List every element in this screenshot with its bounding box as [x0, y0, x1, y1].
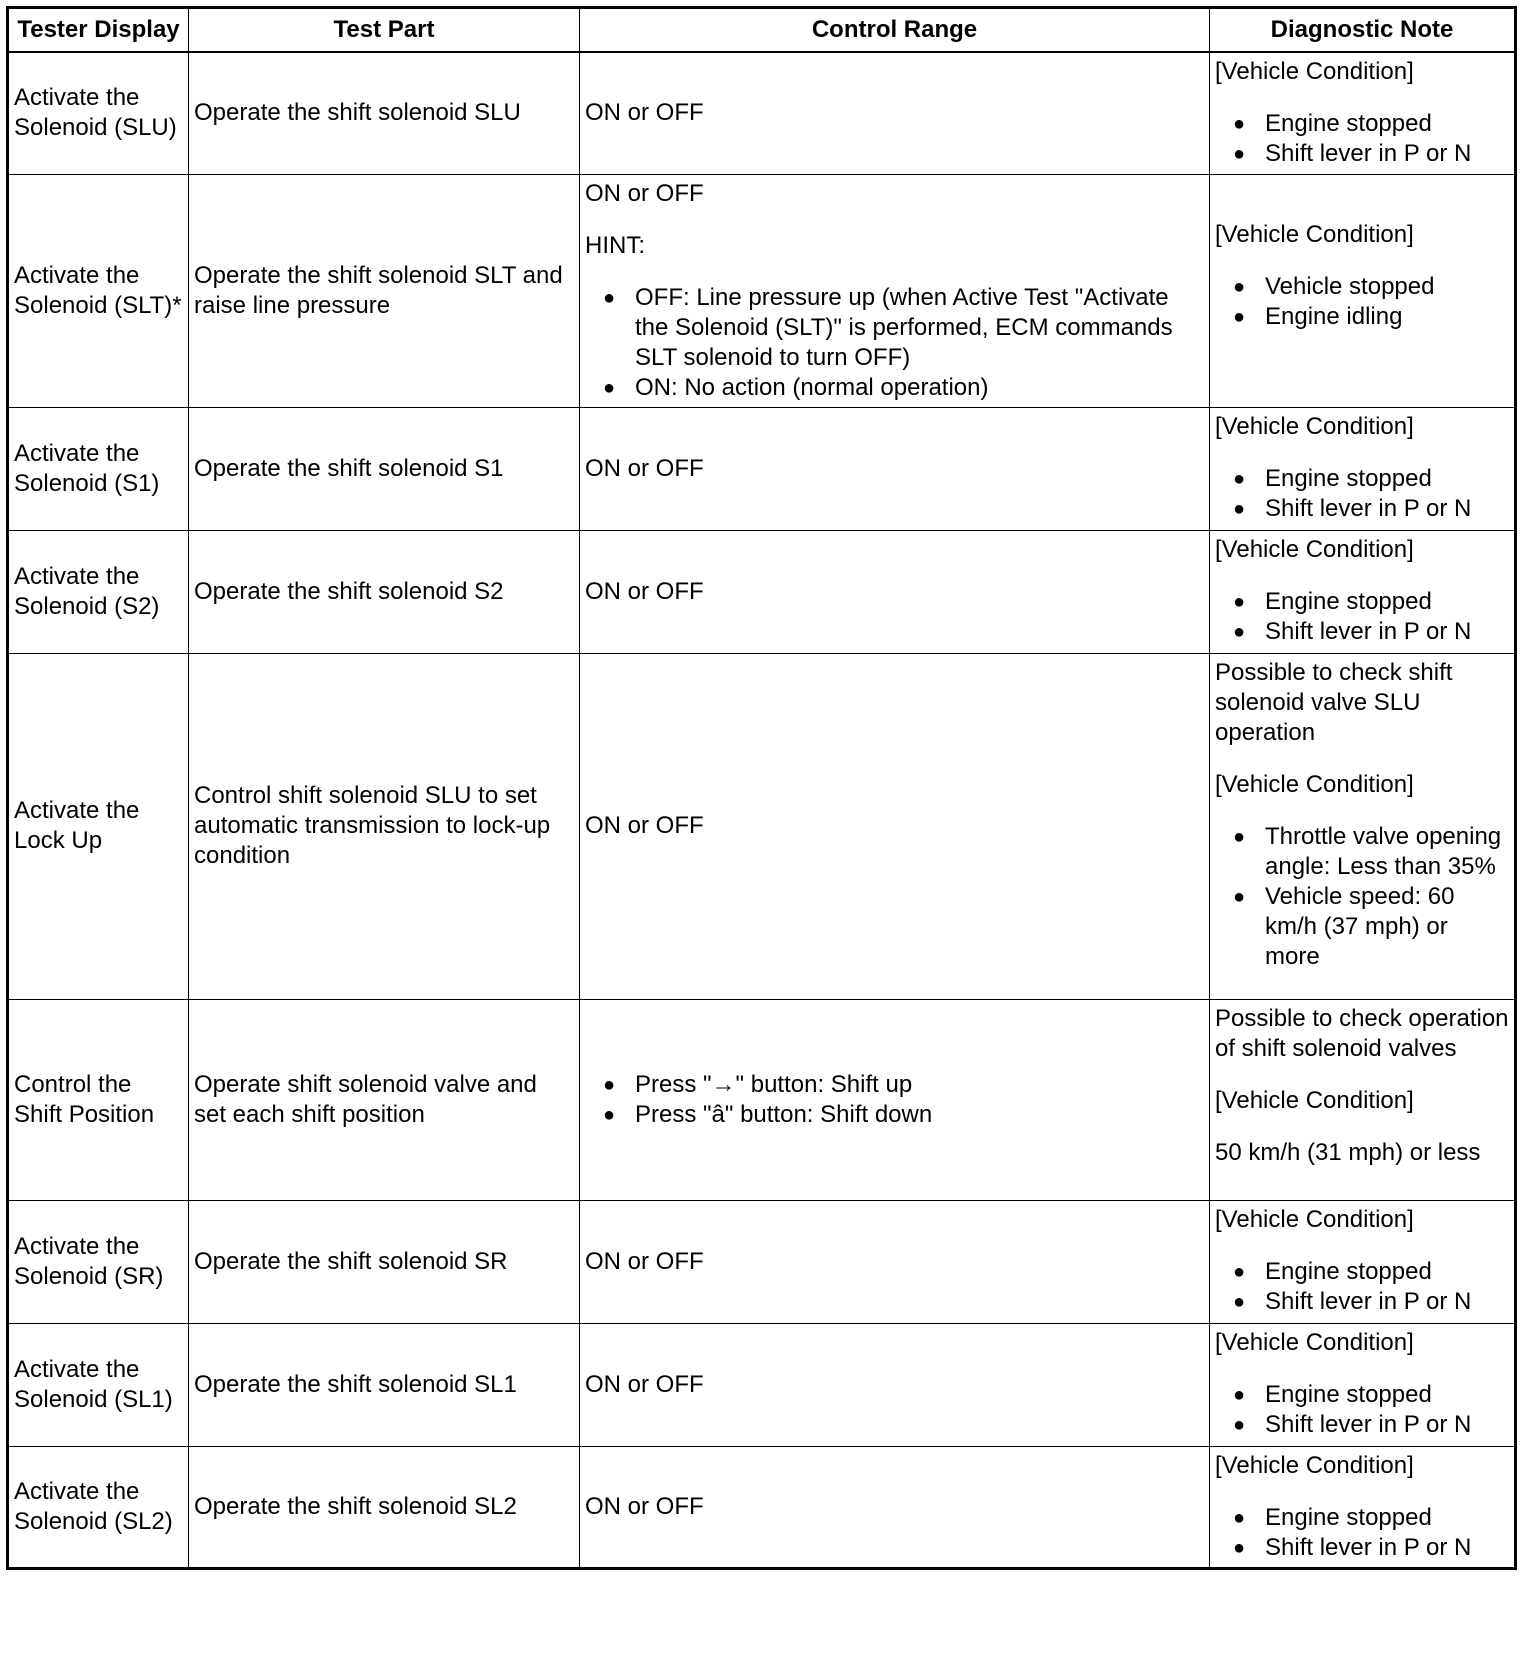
test-part-cell: Operate the shift solenoid S2: [189, 530, 580, 653]
test-part-cell: Operate the shift solenoid S1: [189, 407, 580, 530]
diagnostic-note-cell: [1210, 1200, 1516, 1323]
list-item: ● Vehicle stopped: [1215, 272, 1509, 302]
condition-list: [1215, 272, 1509, 332]
list-item: ● ON: No action (normal operation): [585, 373, 1204, 403]
diagnostic-note-cell: [1210, 653, 1516, 999]
document: [6, 6, 1517, 1570]
list-item: ● Shift lever in P or N: [1215, 1533, 1509, 1563]
list-item: ● OFF: Line pressure up (when Active Test "Activate the Solenoid (SLT)" is performed, ECM commands SLT solenoid to turn OFF): [585, 283, 1204, 373]
header-test-part: Test Part: [189, 8, 580, 53]
list-item: ● Throttle valve opening angle: Less than 35%: [1215, 822, 1509, 882]
condition-list: [1215, 587, 1509, 647]
hint-label: HINT:: [585, 231, 645, 259]
header-row: [8, 8, 1516, 53]
list-item: ● Shift lever in P or N: [1215, 139, 1509, 169]
vehicle-condition-label: [Vehicle Condition]: [1215, 58, 1414, 85]
control-range-cell: ON or OFF: [580, 1200, 1210, 1323]
diagnostic-note-cell: [1210, 1446, 1516, 1568]
list-item: ● Engine stopped: [1215, 587, 1509, 617]
list-item: ● Engine stopped: [1215, 464, 1509, 494]
list-item: ● Engine idling: [1215, 302, 1509, 332]
table-row: [8, 530, 1516, 653]
list-item: ● Shift lever in P or N: [1215, 494, 1509, 524]
control-range-cell: ON or OFF: [580, 1446, 1210, 1568]
list-item: ● Engine stopped: [1215, 1380, 1509, 1410]
table-row: [8, 1323, 1516, 1446]
list-item: ● Engine stopped: [1215, 1257, 1509, 1287]
active-test-table: [6, 6, 1517, 1570]
control-range-cell: ON or OFF: [580, 52, 1210, 174]
tester-display-cell: Activate the Solenoid (S2): [8, 530, 189, 653]
test-part-cell: Operate the shift solenoid SR: [189, 1200, 580, 1323]
vehicle-condition-label: [Vehicle Condition]: [1215, 220, 1414, 248]
test-part-cell: Operate shift solenoid valve and set each shift position: [189, 999, 580, 1200]
list-item: ● Press "→" button: Shift up: [585, 1070, 1204, 1100]
list-item: ● Press "â" button: Shift down: [585, 1100, 1204, 1130]
test-part-cell: Operate the shift solenoid SL2: [189, 1446, 580, 1568]
tester-display-cell: Activate the Solenoid (SLT)*: [8, 174, 189, 407]
table-row: [8, 999, 1516, 1200]
control-range-cell: ON or OFF: [580, 653, 1210, 999]
list-item: ● Shift lever in P or N: [1215, 1287, 1509, 1317]
hint-list: [585, 283, 1204, 403]
vehicle-condition-label: [Vehicle Condition]: [1215, 1328, 1414, 1356]
list-item: ● Engine stopped: [1215, 109, 1509, 139]
control-range-cell: ON or OFF: [580, 1323, 1210, 1446]
diagnostic-note-cell: [1210, 1323, 1516, 1446]
note-intro: Possible to check shift solenoid valve SLU operation: [1215, 658, 1453, 746]
vehicle-condition-label: [Vehicle Condition]: [1215, 1205, 1414, 1233]
table-row: [8, 407, 1516, 530]
list-item: ● Shift lever in P or N: [1215, 1410, 1509, 1440]
control-range-cell: [580, 174, 1210, 407]
diagnostic-note-cell: [1210, 174, 1516, 407]
tester-display-cell: Activate the Solenoid (SL2): [8, 1446, 189, 1568]
tester-display-cell: Activate the Solenoid (SL1): [8, 1323, 189, 1446]
test-part-cell: Operate the shift solenoid SLT and raise line pressure: [189, 174, 580, 407]
condition-list: [1215, 109, 1509, 169]
range-list: [585, 1070, 1204, 1130]
condition-list: [1215, 1257, 1509, 1317]
table-row: [8, 52, 1516, 174]
range-value: ON or OFF: [585, 179, 704, 207]
condition-list: [1215, 1380, 1509, 1440]
diagnostic-note-cell: [1210, 52, 1516, 174]
header-control-range: Control Range: [580, 8, 1210, 53]
vehicle-condition-label: [Vehicle Condition]: [1215, 1086, 1414, 1114]
condition-list: [1215, 822, 1509, 972]
header-tester-display: Tester Display: [8, 8, 189, 53]
table-row: [8, 1446, 1516, 1568]
control-range-cell: [580, 999, 1210, 1200]
diagnostic-note-cell: [1210, 407, 1516, 530]
vehicle-condition-label: [Vehicle Condition]: [1215, 1451, 1414, 1479]
control-range-cell: ON or OFF: [580, 407, 1210, 530]
vehicle-condition-label: [Vehicle Condition]: [1215, 412, 1414, 440]
note-intro: Possible to check operation of shift solenoid valves: [1215, 1004, 1509, 1062]
tester-display-cell: Activate the Solenoid (SR): [8, 1200, 189, 1323]
test-part-cell: Operate the shift solenoid SL1: [189, 1323, 580, 1446]
diagnostic-note-cell: [1210, 530, 1516, 653]
condition-list: [1215, 464, 1509, 524]
tester-display-cell: Control the Shift Position: [8, 999, 189, 1200]
header-diagnostic-note: Diagnostic Note: [1210, 8, 1516, 53]
table-row: [8, 174, 1516, 407]
table-row: [8, 653, 1516, 999]
list-item: ● Shift lever in P or N: [1215, 617, 1509, 647]
list-item: ● Vehicle speed: 60 km/h (37 mph) or more: [1215, 882, 1509, 972]
control-range-cell: ON or OFF: [580, 530, 1210, 653]
test-part-cell: Operate the shift solenoid SLU: [189, 52, 580, 174]
tester-display-cell: Activate the Solenoid (SLU): [8, 52, 189, 174]
vehicle-condition-label: [Vehicle Condition]: [1215, 535, 1414, 563]
condition-list: [1215, 1503, 1509, 1563]
tester-display-cell: Activate the Solenoid (S1): [8, 407, 189, 530]
table-row: [8, 1200, 1516, 1323]
list-item: ● Engine stopped: [1215, 1503, 1509, 1533]
test-part-cell: Control shift solenoid SLU to set automatic transmission to lock-up condition: [189, 653, 580, 999]
note-tail: 50 km/h (31 mph) or less: [1215, 1138, 1481, 1166]
tester-display-cell: Activate the Lock Up: [8, 653, 189, 999]
vehicle-condition-label: [Vehicle Condition]: [1215, 770, 1414, 798]
diagnostic-note-cell: [1210, 999, 1516, 1200]
